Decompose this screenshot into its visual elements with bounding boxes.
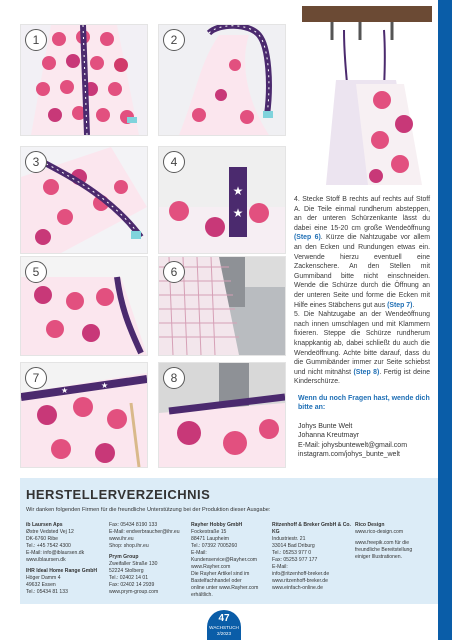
directory-column-5	[355, 522, 435, 561]
address-line: Fockestraße 15	[191, 529, 227, 535]
step-4-paragraph	[294, 195, 430, 310]
address-line: Tel.: +45 7542 4300	[26, 543, 71, 549]
hanging-apron-illustration	[296, 0, 438, 185]
step-number-6: 6	[163, 261, 185, 283]
text-run: .	[412, 301, 415, 309]
address-line: E-Mail: info@iblaursen.dk	[26, 550, 85, 556]
address-line: E-Mail: endverbraucher@ihr.eu	[109, 529, 180, 535]
website-link[interactable]: www.prym-group.com	[109, 589, 159, 595]
contact-name: Johys Bunte Welt	[298, 422, 353, 430]
directory-column-4	[272, 522, 352, 592]
directory-column-3	[191, 522, 271, 599]
website-link[interactable]: www.iblaursen.dk	[26, 557, 66, 563]
address-line: Tel.: 05434 81 133	[26, 589, 68, 595]
address-line: E-Mail:	[191, 550, 207, 556]
company-name: Ritzenhoff & Breker GmbH & Co. KG	[272, 522, 351, 535]
address-line: 49632 Essen	[26, 582, 56, 588]
step-number-4: 4	[163, 151, 185, 173]
contact-email[interactable]: E-Mail: johysbuntewelt@gmail.com	[298, 441, 408, 449]
directory-title: HERSTELLERVERZEICHNIS	[26, 487, 211, 502]
email-link[interactable]: info@ritzenhoff-breker.de	[272, 571, 330, 577]
text-run: . Kürze die Nahtzugabe vor allem an den Ecken und Rundungen etwas ein. Verwende hierzu eventuell eine Zackenschere. An den Stellen mit Gummiband bitte nicht einschneiden. Wende die Schürze durch die Öffnung an der unteren Seite und forme die Ecken mit Hilfe eines Stäbchens gut aus	[294, 234, 430, 309]
company-name: Rayher Hobby GmbH	[191, 522, 243, 528]
contact-instagram[interactable]: instagram.com/johys_bunte_welt	[298, 451, 400, 459]
address-line: Fax: 05253 977 177	[272, 557, 318, 563]
contact-question: Wenn du noch Fragen hast, wende dich bitte an:	[298, 395, 430, 412]
issue-number: 2/2023	[216, 630, 232, 636]
step-photo-3	[20, 146, 148, 254]
address-line: 88471 Laupheim	[191, 536, 229, 542]
address-line: E-Mail:	[272, 564, 288, 570]
note-line: online unter www.Rayher.com	[191, 585, 259, 591]
address-line: DK-6760 Ribe	[26, 536, 58, 542]
address-line: Höger Damm 4	[26, 575, 61, 581]
company-name: ib Laursen Aps	[26, 522, 63, 528]
step-number-5: 5	[25, 261, 47, 283]
step-photo-7	[20, 362, 148, 468]
step-reference: (Step 7)	[387, 301, 413, 309]
step-number-3: 3	[25, 151, 47, 173]
step-photo-6	[158, 256, 286, 356]
directory-column-1	[26, 522, 106, 596]
contact-person: Johanna Kreutmayr	[298, 432, 360, 440]
address-line: Østre Vedsted Vej 12	[26, 529, 74, 535]
step-reference: (Step 6)	[294, 234, 321, 242]
text-run: 5. Die Nahtzugabe an der Wendeöffnung nach innen umschlagen und mit Klammern fixieren. Steppe die Schürze rundherum knappkantig ab, dabei schließt du auch die Wendeöffnung. Achte bitte darauf, dass du die Gummibänder immer zur Seite schiebst und nicht mitnähst	[294, 311, 430, 376]
text-run: 4. Stecke Stoff B rechts auf rechts auf Stoff A. Die Teile einmal rundherum absteppen, an der unteren Schürzenkante lässt du dabei eine 15-20 cm große Wendeöffnung	[294, 196, 430, 232]
step-photo-8	[158, 362, 286, 468]
svg-text:★: ★	[232, 206, 244, 220]
address-line: Tel.: 07392 7005260	[191, 543, 238, 549]
website-link[interactable]: www.einfach-online.de	[272, 585, 323, 591]
website-link[interactable]: www.rico-design.com	[355, 529, 404, 535]
website-link[interactable]: Shop: shop.ihr.eu	[109, 543, 149, 549]
website-link[interactable]: www.freepik.com für die	[355, 540, 410, 546]
step-number-2: 2	[163, 29, 185, 51]
instruction-text	[294, 195, 430, 387]
step-5-paragraph	[294, 310, 430, 387]
step-photo-1	[20, 24, 148, 136]
step-photo-2	[158, 24, 286, 136]
svg-text:★: ★	[101, 381, 109, 390]
note-line: erhältlich.	[191, 592, 213, 598]
address-line: 52224 Stolberg	[109, 568, 144, 574]
website-link[interactable]: www.ihr.eu	[109, 536, 134, 542]
note-line: einiger Illustrationen.	[355, 554, 403, 560]
address-line: Fax: 02402 14 2939	[109, 582, 155, 588]
contact-box	[298, 394, 430, 459]
note-line: freundliche Bereitstellung	[355, 547, 413, 553]
text-run: . Fertig ist deine Kinderschürze.	[294, 368, 430, 386]
note-line: Bastelfachhandel oder	[191, 578, 242, 584]
address-line: Tel.: 02402 14 01	[109, 575, 149, 581]
email-link[interactable]: Kundenservice@Rayher.com	[191, 557, 258, 563]
address-line: 33014 Bad Driburg	[272, 543, 315, 549]
svg-text:★: ★	[232, 184, 244, 198]
company-name: IHR Ideal Home Range GmbH	[26, 568, 98, 574]
address-line: Tel.: 05253 977 0	[272, 550, 312, 556]
company-name: Rico Design	[355, 522, 385, 528]
website-link[interactable]: www.Rayher.com	[191, 564, 231, 570]
address-line: Industriestr. 21	[272, 536, 306, 542]
address-line: Fax: 05434 8190 133	[109, 522, 158, 528]
page-number-badge	[207, 610, 241, 640]
step-reference: (Step 8)	[353, 368, 380, 376]
svg-text:★: ★	[61, 386, 69, 395]
magazine-name: WACHSTUCH	[209, 625, 239, 630]
step-number-1: 1	[25, 29, 47, 51]
right-edge-band	[438, 0, 452, 640]
note-line: Die Rayher Artikel sind im	[191, 571, 250, 577]
finished-apron-photo	[296, 0, 438, 185]
page-number: 47	[218, 613, 230, 624]
directory-column-2	[109, 522, 187, 596]
step-number-8: 8	[163, 367, 185, 389]
step-photo-4	[158, 146, 286, 254]
step-photo-5	[20, 256, 148, 356]
directory-subtitle: Wir danken folgenden Firmen für die freundliche Unterstützung bei der Produktion dieser Ausgabe:	[26, 507, 271, 513]
website-link[interactable]: www.ritzenhoff-breker.de	[272, 578, 328, 584]
company-name: Prym Group	[109, 554, 139, 560]
address-line: Zweifaller Straße 130	[109, 561, 158, 567]
step-number-7: 7	[25, 367, 47, 389]
